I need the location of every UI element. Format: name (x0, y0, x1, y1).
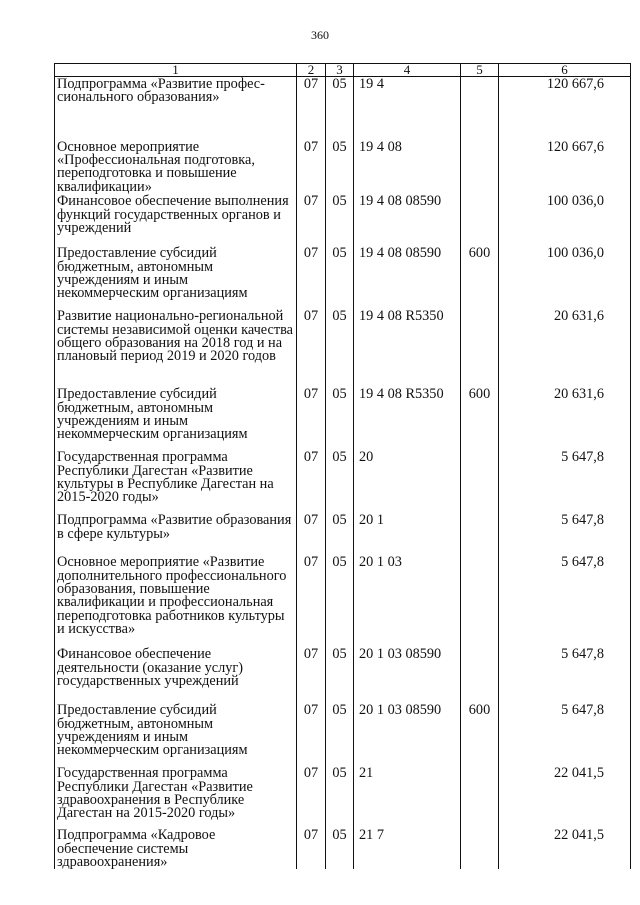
row-target-article-cell: 19 4 08 (354, 140, 461, 195)
row-section-cell: 07 (297, 647, 326, 703)
row-subsection-cell: 05 (326, 513, 354, 555)
row-name-cell: Финансовое обеспечение выполнения функций государственных органов и учреждений (55, 194, 297, 246)
row-target-article-cell: 19 4 08 R5350 (354, 387, 461, 450)
row-amount-cell: 22 041,5 (499, 828, 631, 869)
row-target-article-cell: 20 1 03 08590 (354, 647, 461, 703)
table-row (55, 450, 631, 513)
row-name-cell: Предоставление субсидий бюджетным, автономным учреждениям и иным некоммерческим организациям (55, 246, 297, 309)
header-cell-1: 1 (55, 64, 297, 77)
row-target-article-cell: 19 4 08 08590 (354, 246, 461, 309)
table-row (55, 77, 631, 140)
row-amount-cell: 5 647,8 (499, 513, 631, 555)
table-row (55, 647, 631, 703)
row-section-cell: 07 (297, 194, 326, 246)
header-cell-4: 4 (354, 64, 461, 77)
row-name-cell: Развитие национально-региональной системы независимой оценки качества общего образования на 2018 год и на плановый период 2019 и 2020 годов (55, 309, 297, 387)
row-section-cell: 07 (297, 555, 326, 647)
row-expense-type-cell: 600 (461, 246, 499, 309)
row-expense-type-cell (461, 828, 499, 869)
row-expense-type-cell (461, 450, 499, 513)
table-row (55, 309, 631, 387)
row-section-cell: 07 (297, 703, 326, 766)
row-section-cell: 07 (297, 246, 326, 309)
row-target-article-cell: 19 4 (354, 77, 461, 140)
row-expense-type-cell: 600 (461, 703, 499, 766)
header-cell-6: 6 (499, 64, 631, 77)
budget-table (54, 63, 631, 869)
header-row (55, 64, 631, 77)
row-section-cell: 07 (297, 309, 326, 387)
row-section-cell: 07 (297, 513, 326, 555)
row-amount-cell: 5 647,8 (499, 555, 631, 647)
row-subsection-cell: 05 (326, 387, 354, 450)
row-expense-type-cell (461, 555, 499, 647)
row-name-cell: Основное мероприятие «Профессиональная подготовка, переподготовка и повышение квалификации» (55, 140, 297, 195)
table-row (55, 828, 631, 869)
row-expense-type-cell (461, 140, 499, 195)
page-number: 360 (311, 28, 329, 42)
row-subsection-cell: 05 (326, 828, 354, 869)
row-amount-cell: 20 631,6 (499, 387, 631, 450)
row-amount-cell: 120 667,6 (499, 77, 631, 140)
row-name-cell: Подпрограмма «Развитие профес-сионального образования» (55, 77, 297, 140)
row-name-cell: Подпрограмма «Кадровое обеспечение системы здравоохранения» (55, 828, 297, 869)
row-target-article-cell: 20 (354, 450, 461, 513)
row-target-article-cell: 20 1 03 08590 (354, 703, 461, 766)
row-name-cell: Финансовое обеспечение деятельности (оказание услуг) государственных учреждений (55, 647, 297, 703)
table-row (55, 140, 631, 195)
row-amount-cell: 120 667,6 (499, 140, 631, 195)
table-row (55, 703, 631, 766)
table-row (55, 513, 631, 555)
row-expense-type-cell (461, 309, 499, 387)
row-amount-cell: 22 041,5 (499, 766, 631, 828)
row-amount-cell: 20 631,6 (499, 309, 631, 387)
row-section-cell: 07 (297, 450, 326, 513)
row-name-cell: Подпрограмма «Развитие образования в сфере культуры» (55, 513, 297, 555)
row-name-cell: Основное мероприятие «Развитие дополнительного профессионального образования, повышение квалификации и профессиональная переподготовка работников культуры и искусства» (55, 555, 297, 647)
row-name-cell: Предоставление субсидий бюджетным, автономным учреждениям и иным некоммерческим организациям (55, 387, 297, 450)
row-subsection-cell: 05 (326, 194, 354, 246)
row-section-cell: 07 (297, 766, 326, 828)
row-section-cell: 07 (297, 387, 326, 450)
row-expense-type-cell: 600 (461, 387, 499, 450)
table-row (55, 387, 631, 450)
header-cell-2: 2 (297, 64, 326, 77)
row-amount-cell: 5 647,8 (499, 450, 631, 513)
row-target-article-cell: 21 (354, 766, 461, 828)
row-expense-type-cell (461, 513, 499, 555)
row-name-cell: Государственная программа Республики Дагестан «Развитие культуры в Республике Дагестан на 2015-2020 годы» (55, 450, 297, 513)
table-row (55, 246, 631, 309)
row-amount-cell: 100 036,0 (499, 246, 631, 309)
row-expense-type-cell (461, 77, 499, 140)
row-name-cell: Предоставление субсидий бюджетным, автономным учреждениям и иным некоммерческим организациям (55, 703, 297, 766)
row-expense-type-cell (461, 647, 499, 703)
row-target-article-cell: 20 1 03 (354, 555, 461, 647)
table-row (55, 766, 631, 828)
row-subsection-cell: 05 (326, 246, 354, 309)
table-row (55, 555, 631, 647)
row-subsection-cell: 05 (326, 766, 354, 828)
row-subsection-cell: 05 (326, 555, 354, 647)
row-subsection-cell: 05 (326, 77, 354, 140)
row-subsection-cell: 05 (326, 309, 354, 387)
row-expense-type-cell (461, 766, 499, 828)
row-subsection-cell: 05 (326, 647, 354, 703)
row-name-cell: Государственная программа Республики Дагестан «Развитие здравоохранения в Республике Дагестан на 2015-2020 годы» (55, 766, 297, 828)
row-subsection-cell: 05 (326, 703, 354, 766)
row-amount-cell: 5 647,8 (499, 647, 631, 703)
table-body (55, 77, 631, 870)
table-row (55, 194, 631, 246)
row-subsection-cell: 05 (326, 450, 354, 513)
row-expense-type-cell (461, 194, 499, 246)
row-amount-cell: 100 036,0 (499, 194, 631, 246)
row-target-article-cell: 21 7 (354, 828, 461, 869)
row-section-cell: 07 (297, 140, 326, 195)
row-target-article-cell: 20 1 (354, 513, 461, 555)
header-cell-5: 5 (461, 64, 499, 77)
header-cell-3: 3 (326, 64, 354, 77)
row-section-cell: 07 (297, 77, 326, 140)
row-target-article-cell: 19 4 08 08590 (354, 194, 461, 246)
row-target-article-cell: 19 4 08 R5350 (354, 309, 461, 387)
row-amount-cell: 5 647,8 (499, 703, 631, 766)
row-section-cell: 07 (297, 828, 326, 869)
row-subsection-cell: 05 (326, 140, 354, 195)
